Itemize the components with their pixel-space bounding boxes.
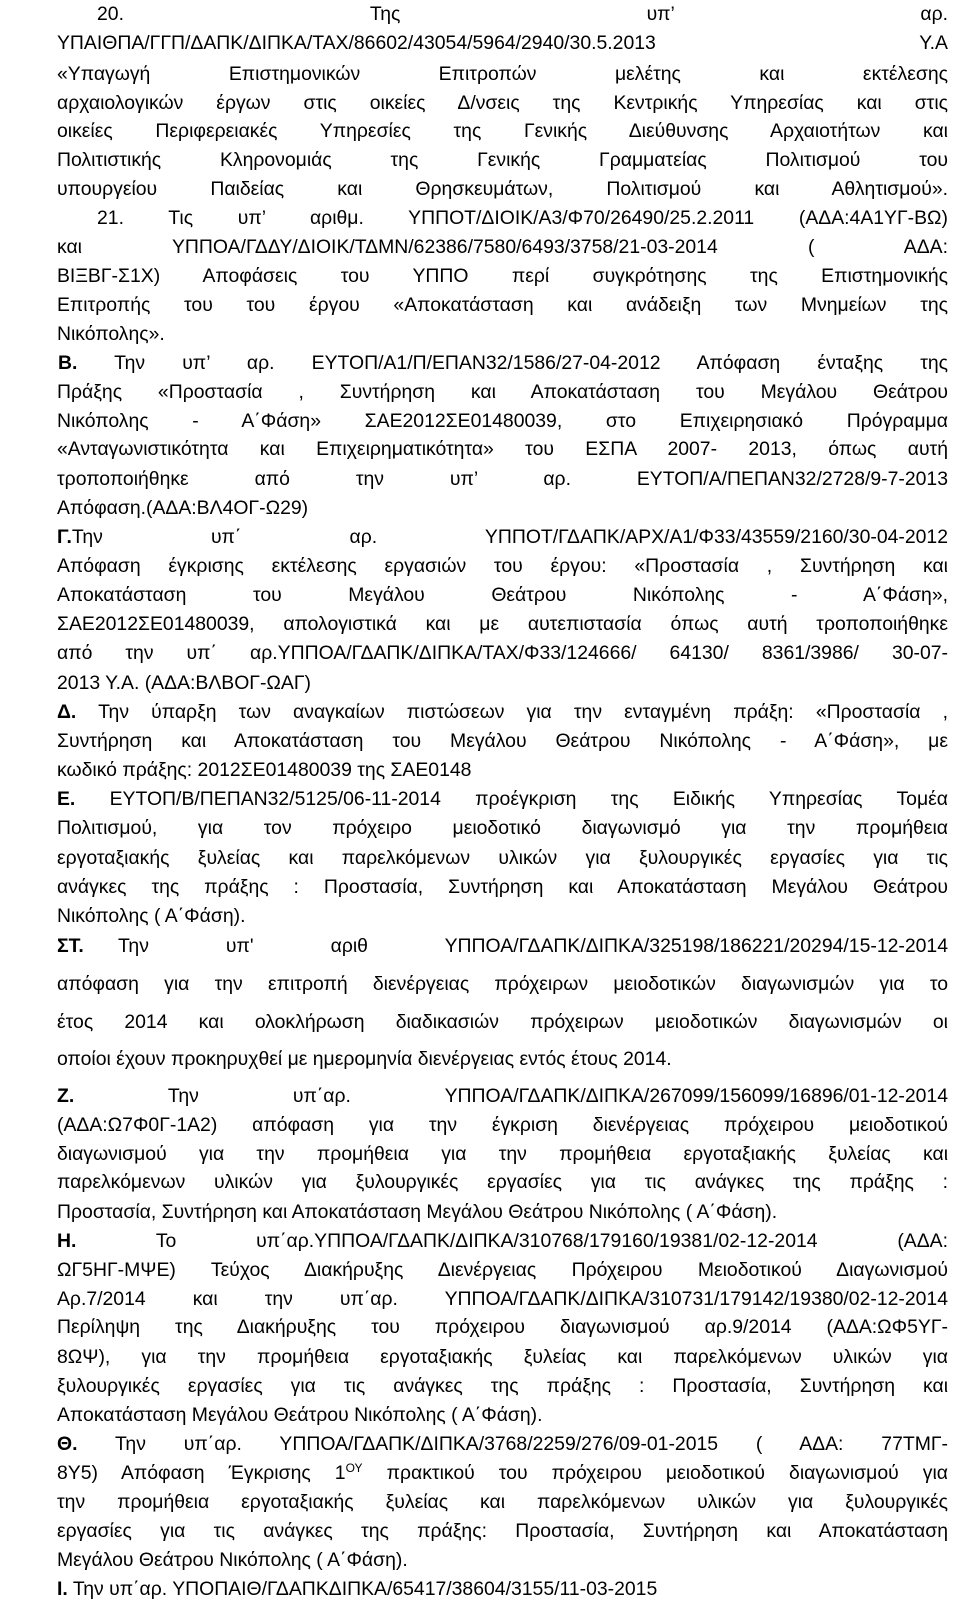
line-text: έτος 2014 και ολοκλήρωση διαδικασιών πρόχειρων μειοδοτικών διαγωνισμών οι	[57, 1011, 948, 1033]
text-line	[57, 1111, 948, 1139]
text-line	[57, 844, 948, 872]
text-line	[57, 1198, 948, 1226]
text-line	[57, 117, 948, 145]
line-text: και ΥΠΠΟΑ/ΓΔΔΥ/ΔΙΟΙΚ/ΤΔΜΝ/62386/7580/6493/3758/21-03-2014 ( ΑΔΑ:	[57, 236, 948, 258]
line-text: Αποκατάσταση Μεγάλου Θεάτρου Νικόπολης ( Α΄Φάση).	[57, 1404, 543, 1426]
line-text: 21. Τις υπ’ αριθμ. ΥΠΠΟΤ/ΔΙΟΙΚ/Α3/Φ70/26490/25.2.2011 (ΑΔΑ:4Α1ΥΓ-ΒΩ)	[97, 207, 948, 229]
section-letter: Β.	[58, 352, 78, 374]
text-line	[57, 932, 948, 960]
superscript: ΟΥ	[345, 1461, 363, 1475]
line-text: 8Υ5) Απόφαση Έγκρισης 1	[57, 1462, 346, 1484]
text-line	[57, 1285, 948, 1313]
line-text: Συντήρηση και Αποκατάσταση του Μεγάλου Θεάτρου Νικόπολης - Α΄Φάση», με	[57, 730, 948, 752]
line-text: απόφαση για την επιτροπή διενέργειας πρόχειρων μειοδοτικών διαγωνισμών για το	[57, 973, 948, 995]
text-line	[57, 552, 948, 580]
line-text: Την ύπαρξη των αναγκαίων πιστώσεων για την ενταγμένη πράξη: «Προστασία ,	[76, 701, 948, 723]
line-text: Την υπ’ αρ. ΕΥΤΟΠ/Α1/Π/ΕΠΑΝ32/1586/27-04-2012 Απόφαση ένταξης της	[77, 352, 948, 374]
text-line	[57, 785, 948, 813]
text-line	[57, 970, 948, 998]
text-line	[57, 60, 948, 88]
line-text: τροποποιήθηκε από την υπ’ αρ. ΕΥΤΟΠ/Α/ΠΕΠΑΝ32/2728/9-7-2013	[57, 468, 948, 490]
section-letter: Θ.	[57, 1433, 78, 1455]
text-line	[57, 1517, 948, 1545]
text-line	[57, 291, 948, 319]
line-text: 20. Της υπ’ αρ.	[97, 3, 948, 25]
line-text: Αρ.7/2014 και την υπ΄αρ. ΥΠΠΟΑ/ΓΔΑΠΚ/ΔΙΠΚΑ/310731/179142/19380/02-12-2014	[57, 1288, 948, 1310]
text-line	[57, 1082, 948, 1110]
line-text: «Υπαγωγή Επιστημονικών Επιτροπών μελέτης και εκτέλεσης	[57, 63, 948, 85]
section-letter: Ε.	[57, 788, 76, 810]
text-line	[57, 1343, 948, 1371]
line-text: Την υπ' αριθ ΥΠΠΟΑ/ΓΔΑΠΚ/ΔΙΠΚΑ/325198/186221/20294/15-12-2014	[118, 935, 948, 957]
text-line	[57, 902, 948, 930]
line-text: Πολιτιστικής Κληρονομιάς της Γενικής Γραμματείας Πολιτισμού του	[57, 149, 948, 171]
section-letter: Ζ.	[57, 1085, 75, 1107]
line-text: Νικόπολης ( Α΄Φάση).	[57, 905, 246, 927]
section-letter: ΣΤ.	[57, 935, 84, 957]
line-text-tail: πρακτικού του πρόχειρου μειοδοτικού διαγωνισμού για	[362, 1462, 948, 1484]
line-text: Την υπ΄αρ. ΥΠΠΟΑ/ΓΔΑΠΚ/ΔΙΠΚΑ/3768/2259/276/09-01-2015 ( ΑΔΑ: 77ΤΜΓ-	[77, 1433, 948, 1455]
line-text: υπουργείου Παιδείας και Θρησκευμάτων, Πολιτισμού και Αθλητισμού».	[57, 178, 948, 200]
line-text: ΕΥΤΟΠ/Β/ΠΕΠΑΝ32/5125/06-11-2014 προέγκριση της Ειδικής Υπηρεσίας Τομέα	[75, 788, 948, 810]
text-line	[97, 204, 948, 232]
line-text: από την υπ΄ αρ.ΥΠΠΟΑ/ΓΔΑΠΚ/ΔΙΠΚΑ/ΤΑΧ/Φ33/124666/ 64130/ 8361/3986/ 30-07-	[57, 642, 948, 664]
line-text: Μεγάλου Θεάτρου Νικόπολης ( Α΄Φάση).	[57, 1549, 408, 1571]
line-text: ΒΙΞΒΓ-Σ1Χ) Αποφάσεις του ΥΠΠΟ περί συγκρότησης της Επιστημονικής	[57, 265, 948, 287]
line-text: Νικόπολης».	[57, 323, 165, 345]
line-text: οικείες Περιφερειακές Υπηρεσίες της Γενικής Διεύθυνσης Αρχαιοτήτων και	[57, 120, 948, 142]
text-line	[57, 523, 948, 551]
text-line	[57, 669, 948, 697]
line-text: 2013 Υ.Α. (ΑΔΑ:ΒΛΒΟΓ-ΩΑΓ)	[57, 672, 311, 694]
line-text: Αποκατάσταση του Μεγάλου Θεάτρου Νικόπολης - Α΄Φάση»,	[57, 584, 948, 606]
line-text: 8ΩΨ), για την προμήθεια εργοταξιακής ξυλείας και παρελκόμενων υλικών για	[57, 1346, 948, 1368]
text-line	[57, 435, 948, 463]
section-letter: Η.	[57, 1230, 77, 1252]
section-letter: Ι.	[57, 1578, 68, 1600]
text-line	[57, 1313, 948, 1341]
text-line	[57, 814, 948, 842]
text-line	[57, 727, 948, 755]
text-line	[57, 146, 948, 174]
text-line	[57, 89, 948, 117]
section-letter: Δ.	[57, 701, 77, 723]
text-line	[57, 610, 948, 638]
text-line	[57, 1008, 948, 1036]
text-line	[57, 1575, 948, 1603]
line-text: Απόφαση έγκρισης εκτέλεσης εργασιών του έργου: «Προστασία , Συντήρηση και	[57, 555, 948, 577]
line-text: Την υπ΄αρ. ΥΠΠΟΑ/ΓΔΑΠΚ/ΔΙΠΚΑ/267099/156099/16896/01-12-2014	[74, 1085, 948, 1107]
line-text: (ΑΔΑ:Ω7Φ0Γ-1Α2) απόφαση για την έγκριση διενέργειας πρόχειρου μειοδοτικού	[57, 1114, 948, 1136]
line-text: Πολιτισμού, για τον πρόχειρο μειοδοτικό διαγωνισμό για την προμήθεια	[57, 817, 948, 839]
line-text: παρελκόμενων υλικών για ξυλουργικές εργασίες για τις ανάγκες της πράξης :	[57, 1171, 948, 1193]
line-text: Επιτροπής του του έργου «Αποκατάσταση και ανάδειξη των Μνημείων της	[57, 294, 948, 316]
line-text: ΣΑΕ2012ΣΕ01480039, απολογιστικά και με αυτεπιστασία όπως αυτή τροποποιήθηκε	[57, 613, 948, 635]
text-line	[57, 494, 948, 522]
text-line	[57, 581, 948, 609]
text-line	[58, 349, 948, 377]
line-text: Περίληψη της Διακήρυξης του πρόχειρου διαγωνισμού αρ.9/2014 (ΑΔΑ:ΩΦ5ΥΓ-	[57, 1316, 948, 1338]
line-text: Την υπ΄αρ. ΥΠΟΠΑΙΘ/ΓΔΑΠΚΔΙΠΚΑ/65417/38604/3155/11-03-2015	[67, 1578, 658, 1600]
line-text: εργασίες για τις ανάγκες της πράξης: Προστασία, Συντήρηση και Αποκατάσταση	[57, 1520, 948, 1542]
line-text: Νικόπολης - Α΄Φάση» ΣΑΕ2012ΣΕ01480039, στο Επιχειρησιακό Πρόγραμμα	[57, 410, 948, 432]
text-line	[57, 1372, 948, 1400]
text-line	[57, 639, 948, 667]
text-line	[57, 1045, 948, 1073]
line-text: Πράξης «Προστασία , Συντήρηση και Αποκατάσταση του Μεγάλου Θεάτρου	[57, 381, 948, 403]
text-line	[57, 1256, 948, 1284]
line-text: Προστασία, Συντήρηση και Αποκατάσταση Μεγάλου Θεάτρου Νικόπολης ( Α΄Φάση).	[57, 1201, 778, 1223]
text-line	[57, 1168, 948, 1196]
text-line	[57, 378, 948, 406]
line-text: Το υπ΄αρ.ΥΠΠΟΑ/ΓΔΑΠΚ/ΔΙΠΚΑ/310768/179160/19381/02-12-2014 (ΑΔΑ:	[76, 1230, 948, 1252]
line-text: την προμήθεια εργοταξιακής ξυλείας και παρελκόμενων υλικών για ξυλουργικές	[57, 1491, 948, 1513]
line-text: ΩΓ5ΗΓ-ΜΨΕ) Τεύχος Διακήρυξης Διενέργειας Πρόχειρου Μειοδοτικού Διαγωνισμού	[57, 1259, 948, 1281]
line-text: «Ανταγωνιστικότητα και Επιχειρηματικότητα» του ΕΣΠΑ 2007- 2013, όπως αυτή	[57, 438, 948, 460]
line-text: Την υπ΄ αρ. ΥΠΠΟΤ/ΓΔΑΠΚ/ΑΡΧ/Α1/Φ33/43559/2160/30-04-2012	[71, 526, 948, 548]
line-text: κωδικό πράξης: 2012ΣΕ01480039 της ΣΑΕ0148	[57, 759, 472, 781]
line-text: εργοταξιακής ξυλείας και παρελκόμενων υλικών για ξυλουργικές εργασίες για τις	[57, 847, 948, 869]
text-line	[57, 698, 948, 726]
line-text: Απόφαση.(ΑΔΑ:ΒΛ4ΟΓ-Ω29)	[57, 497, 309, 519]
line-text: ΥΠΑΙΘΠΑ/ΓΓΠ/ΔΑΠΚ/ΔΙΠΚΑ/ΤΑΧ/86602/43054/5964/2940/30.5.2013 Υ.Α	[57, 32, 948, 54]
line-text: διαγωνισμού για την προμήθεια για την προμήθεια εργοταξιακής ξυλείας και	[57, 1143, 948, 1165]
text-line	[57, 1459, 948, 1487]
text-line	[57, 407, 948, 435]
text-line	[57, 1401, 948, 1429]
line-text: ξυλουργικές εργασίες για τις ανάγκες της πράξης : Προστασία, Συντήρηση και	[57, 1375, 948, 1397]
text-line	[57, 873, 948, 901]
text-line	[57, 1430, 948, 1458]
text-line	[97, 0, 948, 28]
line-text: ανάγκες της πράξης : Προστασία, Συντήρηση και Αποκατάσταση Μεγάλου Θεάτρου	[57, 876, 948, 898]
line-text: οποίοι έχουν προκηρυχθεί με ημερομηνία διενέργειας εντός έτους 2014.	[57, 1048, 672, 1070]
text-line	[57, 1227, 948, 1255]
text-line	[57, 29, 948, 57]
text-line	[57, 465, 948, 493]
text-line	[57, 756, 948, 784]
text-line	[57, 320, 948, 348]
line-text: αρχαιολογικών έργων στις οικείες Δ/νσεις της Κεντρικής Υπηρεσίας και στις	[57, 92, 948, 114]
text-line	[57, 233, 948, 261]
text-line	[57, 1140, 948, 1168]
text-line	[57, 1546, 948, 1574]
text-line	[57, 262, 948, 290]
text-line	[57, 1488, 948, 1516]
section-letter: Γ.	[57, 526, 72, 548]
text-line	[57, 175, 948, 203]
